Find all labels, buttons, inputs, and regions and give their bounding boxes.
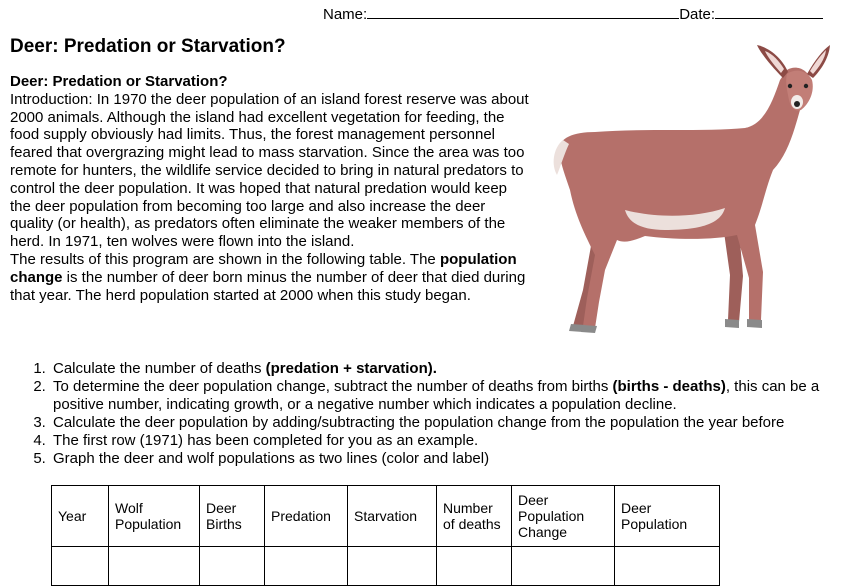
name-label: Name: — [323, 6, 368, 23]
date-label: Date: — [679, 6, 716, 23]
header-number-of-deaths: Number of deaths — [437, 486, 512, 547]
table-cell[interactable] — [348, 547, 437, 586]
data-table — [51, 485, 720, 586]
deer-illustration — [525, 40, 845, 340]
table-header-row — [52, 486, 720, 547]
table-cell[interactable] — [265, 547, 348, 586]
header-deer-births: Deer Births — [200, 486, 265, 547]
intro-paragraph — [10, 91, 530, 251]
date-blank[interactable] — [715, 4, 823, 19]
instruction-item: 3. Calculate the deer population by adding/subtracting the population change from the population the year before — [50, 414, 857, 432]
table-cell[interactable] — [200, 547, 265, 586]
instructions-list — [32, 360, 857, 468]
intro-text: Introduction: In 1970 the deer population of an island forest reserve was about 2000 animals. Although the island had excellent vegetation for feeding, the food supply obviously had limits. Thus, the forest management personnel feared that overgrazing might lead to mass starvation. Since the area was too remote for hunters, the wildlife service decided to bring in natural predators to control the deer population. It was hoped that natural predation would keep the deer population from becoming too large and also increase the deer quality (or health), as predators often eliminate the weaker members of the herd. In 1971, ten wolves were flown into the island. — [10, 90, 529, 251]
header-predation: Predation — [265, 486, 348, 547]
name-blank[interactable] — [367, 4, 679, 19]
deer-eye-right — [804, 84, 808, 88]
instruction-item: 2. To determine the deer population change, subtract the number of deaths from births (births - deaths), this can be a positive number, indicating growth, or a negative number which indicates a population decline. — [50, 378, 857, 414]
instruction-item: 4. The first row (1971) has been completed for you as an example. — [50, 432, 857, 450]
header-deer-population: Deer Population — [615, 486, 720, 547]
header-deer-population-change: Deer Population Change — [512, 486, 615, 547]
deer-nose — [794, 101, 800, 107]
page-title: Deer: Predation or Starvation? — [10, 36, 286, 57]
results-text: The results of this program are shown in the following table. The — [10, 250, 440, 268]
instruction-item: 5. Graph the deer and wolf populations as two lines (color and label) — [50, 450, 857, 468]
population-change-term: population change — [10, 250, 517, 286]
intro-subtitle: Deer: Predation or Starvation? — [10, 73, 228, 90]
name-date-line — [323, 4, 823, 23]
table-cell[interactable] — [109, 547, 200, 586]
table-cell[interactable] — [615, 547, 720, 586]
deer-hooves — [569, 319, 762, 333]
table-row — [52, 547, 720, 586]
header-starvation: Starvation — [348, 486, 437, 547]
table-cell[interactable] — [52, 547, 109, 586]
results-text-end: is the number of deer born minus the number of deer that died during that year. The herd population started at 2000 when this study began. — [10, 268, 526, 304]
results-paragraph — [10, 251, 530, 304]
deer-eye-left — [788, 84, 792, 88]
deer-body — [559, 68, 812, 328]
header-year: Year — [52, 486, 109, 547]
table-cell[interactable] — [437, 547, 512, 586]
header-wolf-population: Wolf Population — [109, 486, 200, 547]
intro-section — [10, 73, 530, 304]
instruction-item: 1. Calculate the number of deaths (predation + starvation). — [50, 360, 857, 378]
table-cell[interactable] — [512, 547, 615, 586]
